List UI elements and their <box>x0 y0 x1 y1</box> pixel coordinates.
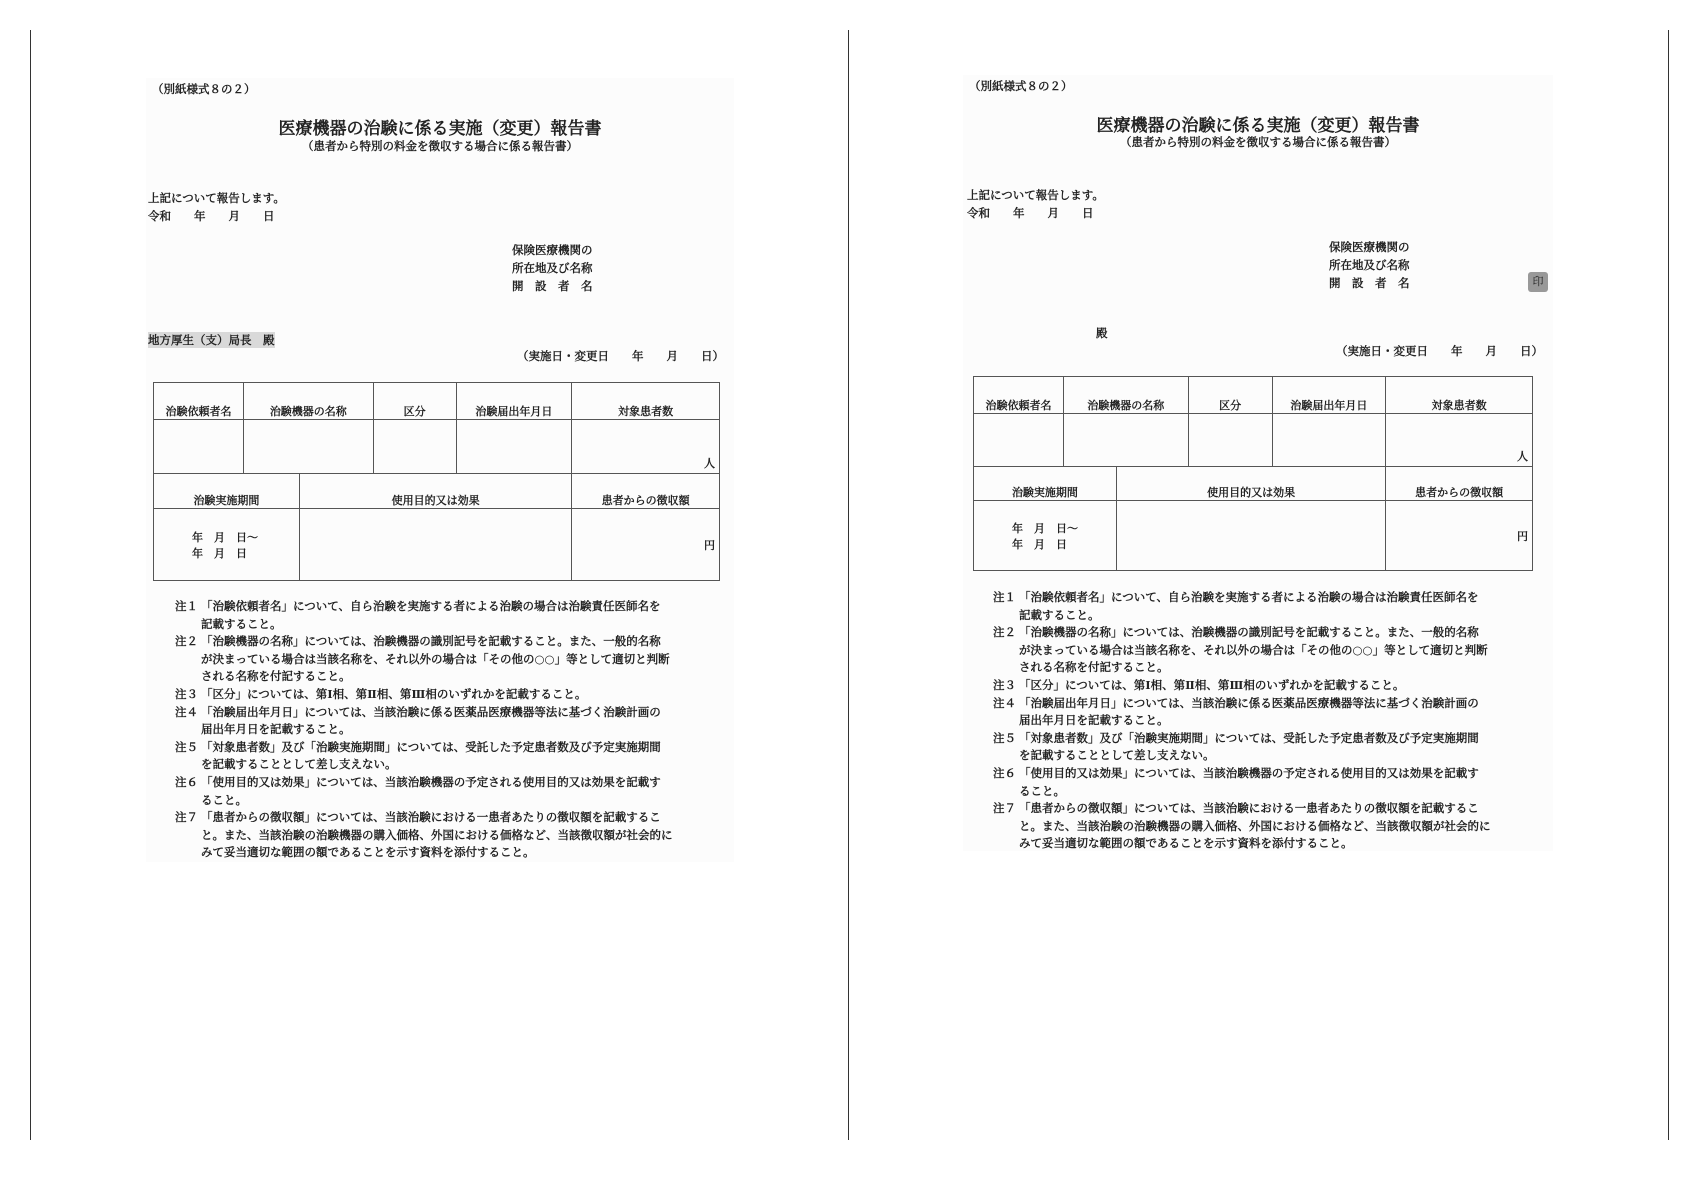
cell-device-name[interactable] <box>1063 414 1188 467</box>
note-label <box>175 756 201 774</box>
note-line <box>175 827 673 845</box>
note-label: 注２ <box>993 625 1016 640</box>
note-text: 「使用目的又は効果」については、当該治験機器の予定される使用目的又は効果を記載す <box>201 774 661 789</box>
note-label <box>175 668 201 686</box>
header-category: 区分 <box>1188 377 1272 414</box>
note-label: 注２ <box>175 634 198 649</box>
header-category: 区分 <box>373 383 456 420</box>
note-label <box>993 783 1019 801</box>
cell-fee[interactable] <box>572 509 720 581</box>
header-trial-period: 治験実施期間 <box>154 474 300 509</box>
note-line <box>993 783 1491 801</box>
note-text: みて妥当適切な範囲の額であることを示す資料を添付すること。 <box>201 845 535 860</box>
note-line <box>175 633 673 651</box>
note-label <box>175 792 201 810</box>
cell-notification-date[interactable] <box>1272 414 1386 467</box>
note-label <box>175 651 201 669</box>
note-text: 「治験届出年月日」については、当該治験に係る医薬品医療機器等法に基づく治験計画の <box>1019 695 1479 710</box>
note-line <box>993 659 1491 677</box>
period-end: 年 月 日 <box>1012 537 1067 551</box>
note-text: 記載すること。 <box>1019 607 1100 622</box>
note-text: 「治験依頼者名」について、自ら治験を実施する者による治験の場合は治験責任医師名を <box>1019 590 1479 604</box>
note-text: が決まっている場合は当該名称を、それ以外の場合は「その他の○○」等として適切と判断 <box>1019 642 1488 657</box>
header-device-name: 治験機器の名称 <box>1063 377 1188 414</box>
implementation-date: （実施日・変更日 年 月 日） <box>1336 344 1543 358</box>
note-line <box>175 598 673 616</box>
note-text: を記載することとして差し支えない。 <box>201 757 397 772</box>
note-text: 「区分」については、第Ⅰ相、第Ⅱ相、第Ⅲ相のいずれかを記載すること。 <box>201 686 587 701</box>
report-statement: 上記について報告します。 <box>148 191 285 205</box>
cell-purpose[interactable] <box>299 509 571 581</box>
page-divider-left <box>30 30 31 1140</box>
note-line <box>993 712 1491 730</box>
note-line <box>175 721 673 739</box>
cell-trial-period[interactable] <box>974 501 1117 571</box>
note-label: 注３ <box>993 677 1016 692</box>
seal-icon: 印 <box>1528 272 1548 292</box>
document-title: 医療機器の治験に係る実施（変更）報告書 <box>1096 116 1420 136</box>
note-line <box>175 704 673 722</box>
cell-patient-count[interactable] <box>1386 414 1533 467</box>
note-label: 注５ <box>175 739 198 754</box>
note-text: 「患者からの徴収額」については、当該治験における一患者あたりの徴収額を記載するこ <box>1019 801 1479 816</box>
note-text: 「患者からの徴収額」については、当該治験における一患者あたりの徴収額を記載するこ <box>201 810 661 825</box>
cell-sponsor[interactable] <box>974 414 1064 467</box>
note-label <box>175 721 201 739</box>
form-number: （別紙様式８の２） <box>152 82 256 96</box>
report-statement: 上記について報告します。 <box>967 188 1104 202</box>
note-line <box>993 695 1491 713</box>
note-line <box>175 739 673 757</box>
note-label <box>993 642 1019 660</box>
unit-yen: 円 <box>1517 529 1528 543</box>
note-label <box>993 607 1019 625</box>
note-label: 注４ <box>993 695 1016 710</box>
note-line <box>993 818 1491 836</box>
notes <box>993 589 1491 853</box>
document-subtitle: （患者から特別の料金を徴収する場合に係る報告書） <box>302 139 578 153</box>
cell-device-name[interactable] <box>243 420 373 474</box>
period-start: 年 月 日～ <box>192 530 258 544</box>
note-text: 「治験届出年月日」については、当該治験に係る医薬品医療機器等法に基づく治験計画の <box>201 704 661 719</box>
note-label: 注７ <box>993 801 1016 816</box>
note-text: 「対象患者数」及び「治験実施期間」については、受託した予定患者数及び予定実施期間 <box>1019 730 1479 745</box>
note-text: 「区分」については、第Ⅰ相、第Ⅱ相、第Ⅲ相のいずれかを記載すること。 <box>1019 677 1405 692</box>
report-date: 令和 年 月 日 <box>148 209 275 223</box>
header-purpose: 使用目的又は効果 <box>299 474 571 509</box>
note-label: 注６ <box>175 774 198 789</box>
note-line <box>175 809 673 827</box>
note-line <box>175 686 673 704</box>
document-subtitle: （患者から特別の料金を徴収する場合に係る報告書） <box>1120 135 1396 149</box>
header-fee: 患者からの徴収額 <box>572 474 720 509</box>
org-label-1: 保険医療機関の <box>1329 240 1410 254</box>
form-number: （別紙様式８の２） <box>969 79 1073 93</box>
note-text: 「治験機器の名称」については、治験機器の識別記号を記載すること。また、一般的名称 <box>1019 625 1479 640</box>
period-end: 年 月 日 <box>192 546 247 560</box>
note-text: 「使用目的又は効果」については、当該治験機器の予定される使用目的又は効果を記載す <box>1019 765 1479 780</box>
cell-patient-count[interactable] <box>572 420 720 474</box>
note-text: 「治験依頼者名」について、自ら治験を実施する者による治験の場合は治験責任医師名を <box>201 599 661 613</box>
cell-notification-date[interactable] <box>456 420 572 474</box>
header-patient-count: 対象患者数 <box>1386 377 1533 414</box>
note-text: 「治験機器の名称」については、治験機器の識別記号を記載すること。また、一般的名称 <box>201 634 661 649</box>
header-sponsor: 治験依頼者名 <box>154 383 244 420</box>
note-label: 注４ <box>175 704 198 719</box>
note-label <box>993 818 1019 836</box>
note-label: 注１ <box>175 599 198 613</box>
note-text: が決まっている場合は当該名称を、それ以外の場合は「その他の○○」等として適切と判断 <box>201 651 670 666</box>
note-text: される名称を付記すること。 <box>1019 660 1169 675</box>
note-line <box>175 651 673 669</box>
org-label-3: 開 設 者 名 <box>1329 276 1410 290</box>
note-label <box>175 827 201 845</box>
note-text: ること。 <box>1019 783 1065 798</box>
report-table <box>973 376 1533 571</box>
header-device-name: 治験機器の名称 <box>243 383 373 420</box>
notes <box>175 598 673 862</box>
note-text: ること。 <box>201 792 247 807</box>
header-sponsor: 治験依頼者名 <box>974 377 1064 414</box>
note-text: 届出年月日を記載すること。 <box>201 722 351 737</box>
note-label: 注３ <box>175 686 198 701</box>
note-line <box>993 835 1491 853</box>
note-text: と。また、当該治験の治験機器の購入価格、外国における価格など、当該徴収額が社会的に <box>1019 818 1491 833</box>
cell-category[interactable] <box>1188 414 1272 467</box>
header-notification-date: 治験届出年月日 <box>456 383 572 420</box>
page-divider-middle <box>848 30 849 1140</box>
implementation-date: （実施日・変更日 年 月 日） <box>517 349 724 363</box>
org-label-3: 開 設 者 名 <box>512 279 593 293</box>
org-label-2: 所在地及び名称 <box>512 261 593 275</box>
note-line <box>175 844 673 862</box>
note-text: される名称を付記すること。 <box>201 669 351 684</box>
header-trial-period: 治験実施期間 <box>974 467 1117 501</box>
note-label: 注５ <box>993 730 1016 745</box>
header-patient-count: 対象患者数 <box>572 383 720 420</box>
note-label <box>993 712 1019 730</box>
note-text: 記載すること。 <box>201 616 282 631</box>
addressee: 殿 <box>1096 326 1108 340</box>
note-text: と。また、当該治験の治験機器の購入価格、外国における価格など、当該徴収額が社会的に <box>201 827 673 842</box>
addressee: 地方厚生（支）局長 殿 <box>148 333 275 347</box>
note-line <box>993 747 1491 765</box>
period-start: 年 月 日～ <box>1012 521 1078 535</box>
note-text: を記載することとして差し支えない。 <box>1019 748 1215 763</box>
report-date: 令和 年 月 日 <box>967 206 1094 220</box>
cell-sponsor[interactable] <box>154 420 244 474</box>
note-label <box>993 835 1019 853</box>
note-line <box>993 800 1491 818</box>
org-label-1: 保険医療機関の <box>512 243 593 257</box>
note-line <box>993 624 1491 642</box>
note-text: 「対象患者数」及び「治験実施期間」については、受託した予定患者数及び予定実施期間 <box>201 739 661 754</box>
note-line <box>993 607 1491 625</box>
note-line <box>175 616 673 634</box>
note-label: 注１ <box>993 590 1016 604</box>
unit-yen: 円 <box>704 538 715 552</box>
note-line <box>175 792 673 810</box>
note-label <box>993 659 1019 677</box>
note-text: 届出年月日を記載すること。 <box>1019 713 1169 728</box>
header-fee: 患者からの徴収額 <box>1386 467 1533 501</box>
page-divider-right <box>1668 30 1669 1140</box>
header-notification-date: 治験届出年月日 <box>1272 377 1386 414</box>
note-label: 注７ <box>175 810 198 825</box>
note-line <box>993 765 1491 783</box>
note-line <box>993 730 1491 748</box>
note-label <box>175 844 201 862</box>
note-label: 注６ <box>993 765 1016 780</box>
cell-fee[interactable] <box>1386 501 1533 571</box>
document-page-left <box>146 78 734 862</box>
cell-purpose[interactable] <box>1116 501 1385 571</box>
org-label-2: 所在地及び名称 <box>1329 258 1410 272</box>
note-line <box>993 677 1491 695</box>
header-purpose: 使用目的又は効果 <box>1116 467 1385 501</box>
note-line <box>993 589 1491 607</box>
cell-category[interactable] <box>373 420 456 474</box>
note-line <box>175 756 673 774</box>
note-line <box>175 668 673 686</box>
report-table <box>153 382 720 581</box>
unit-people: 人 <box>1517 450 1528 463</box>
cell-trial-period[interactable] <box>154 509 300 581</box>
note-text: みて妥当適切な範囲の額であることを示す資料を添付すること。 <box>1019 836 1353 851</box>
note-label <box>175 616 201 634</box>
note-line <box>993 642 1491 660</box>
unit-people: 人 <box>704 457 715 470</box>
note-label <box>993 747 1019 765</box>
note-line <box>175 774 673 792</box>
document-title: 医療機器の治験に係る実施（変更）報告書 <box>278 119 602 139</box>
document-page-right <box>963 75 1553 851</box>
